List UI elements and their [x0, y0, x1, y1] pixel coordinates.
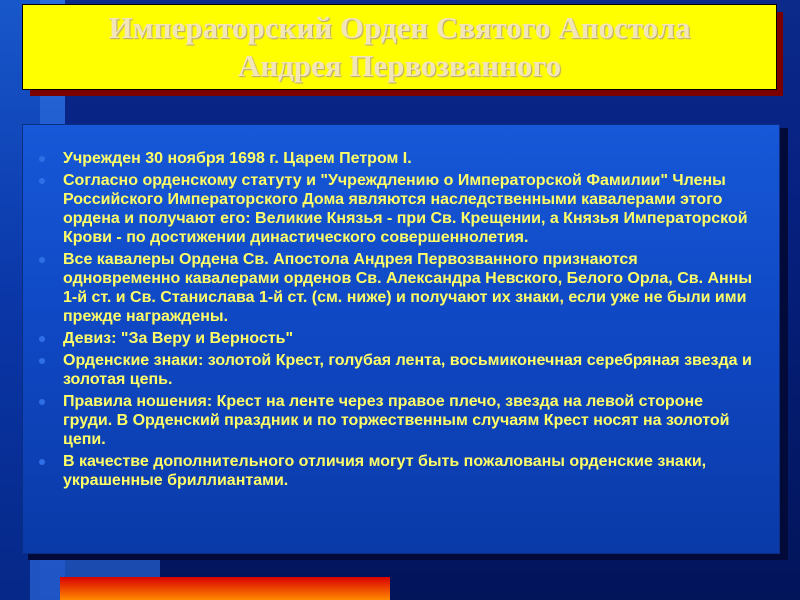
bullet-icon: [39, 156, 45, 162]
bullet-icon: [39, 358, 45, 364]
bullet-icon: [39, 257, 45, 263]
list-item-text: Орденские знаки: золотой Крест, голубая лента, восьмиконечная серебряная звезда и золотая цепь.: [63, 352, 752, 388]
list-item: [37, 329, 755, 348]
title-box: [22, 4, 777, 90]
list-item: [37, 250, 755, 326]
list-item: [37, 392, 755, 449]
list-item: [37, 149, 755, 168]
list-item-text: В качестве дополнительного отличия могут быть пожалованы орденские знаки, украшенные бриллиантами.: [63, 453, 707, 489]
title-line-1: Императорский Орден Святого Апостола: [108, 10, 691, 45]
title-line-2: Андрея Первозванного: [237, 48, 562, 83]
bullet-icon: [39, 459, 45, 465]
list-item: [37, 351, 755, 389]
list-item-text: Согласно орденскому статуту и "Учреждлению о Императорской Фамилии" Члены Российского Императорского Дома являются наследственными кавалерами этого ордена и получают его: Великие Князья - при Св. Крещении, а Князья Императорской Крови - по достижении династического совершеннолетия.: [63, 172, 748, 246]
list-item-text: Учрежден 30 ноября 1698 г. Царем Петром I.: [63, 150, 412, 167]
list-item-text: Девиз: "За Веру и Верность": [63, 330, 294, 347]
bullet-icon: [39, 399, 45, 405]
decorative-block-red: [60, 577, 390, 600]
list-item: [37, 452, 755, 490]
bullet-list: [23, 125, 779, 490]
bullet-icon: [39, 336, 45, 342]
list-item-text: Правила ношения: Крест на ленте через правое плечо, звезда на левой стороне груди. В Орденский праздник и по торжественным случаям Крест носят на золотой цепи.: [63, 393, 730, 448]
bullet-icon: [39, 178, 45, 184]
content-panel: [22, 124, 780, 554]
slide-title: [98, 9, 700, 85]
list-item-text: Все кавалеры Ордена Св. Апостола Андрея Первозванного признаются одновременно кавалерами орденов Св. Александра Невского, Белого Орла, Св. Анны 1-й ст. и Св. Станислава 1-й ст. (см. ниже) и получают их знаки, если уже не были ими прежде награждены.: [63, 251, 753, 325]
list-item: [37, 171, 755, 247]
